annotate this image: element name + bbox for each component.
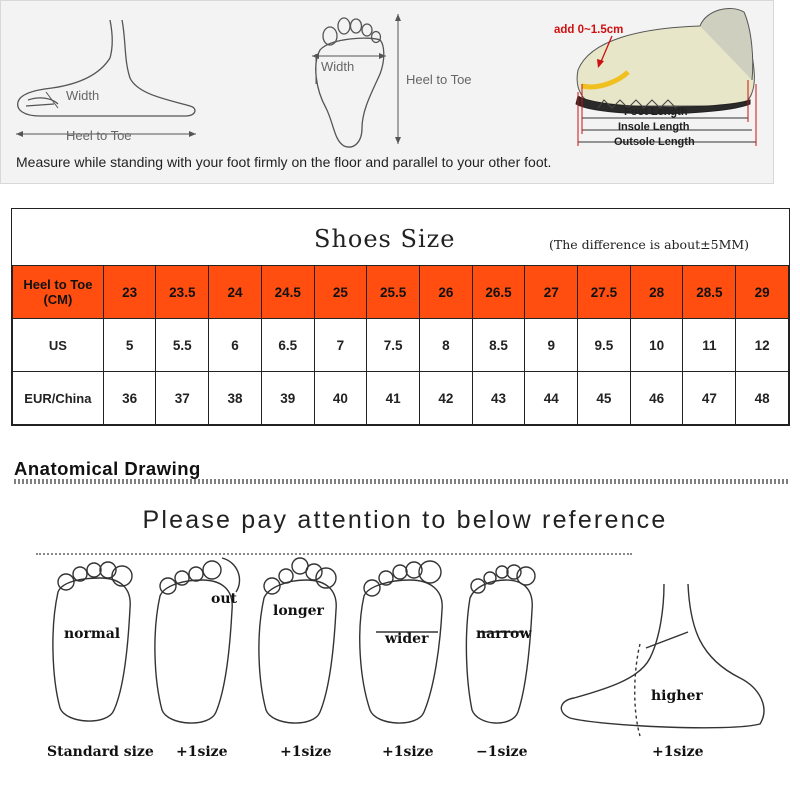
table-cell: 11 [683, 319, 736, 372]
sole-foot-drawing [316, 18, 384, 147]
table-cell: 9.5 [578, 319, 631, 372]
table-cell: 42 [420, 372, 473, 425]
table-cell: 9 [525, 319, 578, 372]
anatomical-drawing-title: Anatomical Drawing [14, 458, 201, 479]
higher-foot-drawing [561, 584, 764, 736]
measure-instruction: Measure while standing with your foot firmly on the floor and parallel to your other foot. [16, 154, 552, 170]
insole-length-label: Insole Length [618, 121, 690, 133]
longer-foot-drawing [259, 558, 336, 723]
table-cell: 48 [736, 372, 789, 425]
table-cell: 24 [209, 266, 262, 319]
table-cell: 39 [261, 372, 314, 425]
table-cell: 25 [314, 266, 367, 319]
higher-foot-label: higher [651, 688, 703, 704]
sole-heel-to-toe-label: Heel to Toe [406, 72, 472, 87]
table-cell: 6.5 [261, 319, 314, 372]
table-cell: 10 [630, 319, 683, 372]
out-foot-drawing [155, 558, 240, 723]
narrow-size-label: −1size [476, 744, 528, 760]
table-cell: 25.5 [367, 266, 420, 319]
sole-width-label: Width [321, 59, 355, 74]
table-cell: 46 [630, 372, 683, 425]
table-cell: 7 [314, 319, 367, 372]
table-cell: 28 [630, 266, 683, 319]
table-cell: 44 [525, 372, 578, 425]
table-cell: 12 [736, 319, 789, 372]
table-cell: 6 [209, 319, 262, 372]
size-chart-title: Shoes Size [314, 225, 456, 253]
table-row-us [13, 319, 789, 372]
table-cell: 36 [103, 372, 156, 425]
row-header: US [13, 319, 104, 372]
table-cell: 7.5 [367, 319, 420, 372]
table-cell: 23.5 [156, 266, 209, 319]
side-heel-to-toe-label: Heel to Toe [66, 128, 132, 143]
size-chart-note: (The difference is about±5MM) [549, 237, 750, 252]
higher-size-label: +1size [652, 744, 704, 760]
table-cell: 28.5 [683, 266, 736, 319]
standard-size-label: Standard size [47, 744, 154, 760]
row-header: Heel to Toe (CM) [13, 266, 104, 319]
table-cell: 40 [314, 372, 367, 425]
table-row-heel-to-toe [13, 266, 789, 319]
table-cell: 37 [156, 372, 209, 425]
normal-foot-label: normal [64, 626, 121, 642]
out-size-label: +1size [176, 744, 228, 760]
table-cell: 29 [736, 266, 789, 319]
table-cell: 5.5 [156, 319, 209, 372]
add-length-label: add 0~1.5cm [554, 24, 624, 36]
table-cell: 8.5 [472, 319, 525, 372]
side-width-label: Width [66, 88, 100, 103]
section-divider [14, 479, 788, 484]
table-cell: 47 [683, 372, 736, 425]
narrow-foot-drawing [466, 565, 535, 723]
longer-size-label: +1size [280, 744, 332, 760]
measuring-guide-panel [0, 0, 774, 184]
longer-foot-label: longer [273, 603, 324, 619]
table-cell: 5 [103, 319, 156, 372]
table-cell: 23 [103, 266, 156, 319]
table-cell: 45 [578, 372, 631, 425]
table-cell: 41 [367, 372, 420, 425]
wider-foot-label: wider [385, 631, 429, 647]
side-foot-drawing [18, 20, 195, 116]
foot-type-drawings [0, 548, 800, 748]
table-cell: 43 [472, 372, 525, 425]
table-cell: 8 [420, 319, 473, 372]
out-foot-label: out [211, 591, 237, 607]
table-cell: 26.5 [472, 266, 525, 319]
size-chart [11, 208, 790, 426]
outsole-length-label: Outsole Length [614, 136, 695, 148]
wider-size-label: +1size [382, 744, 434, 760]
table-cell: 38 [209, 372, 262, 425]
table-cell: 24.5 [261, 266, 314, 319]
narrow-foot-label: narrow [476, 626, 532, 642]
foot-length-label: Foot Length [624, 106, 688, 118]
table-cell: 26 [420, 266, 473, 319]
size-chart-header [12, 209, 789, 266]
row-header: EUR/China [13, 372, 104, 425]
table-cell: 27 [525, 266, 578, 319]
size-table [12, 265, 789, 425]
table-row-eur-china [13, 372, 789, 425]
table-cell: 27.5 [578, 266, 631, 319]
reference-heading: Please pay attention to below reference [142, 506, 668, 534]
